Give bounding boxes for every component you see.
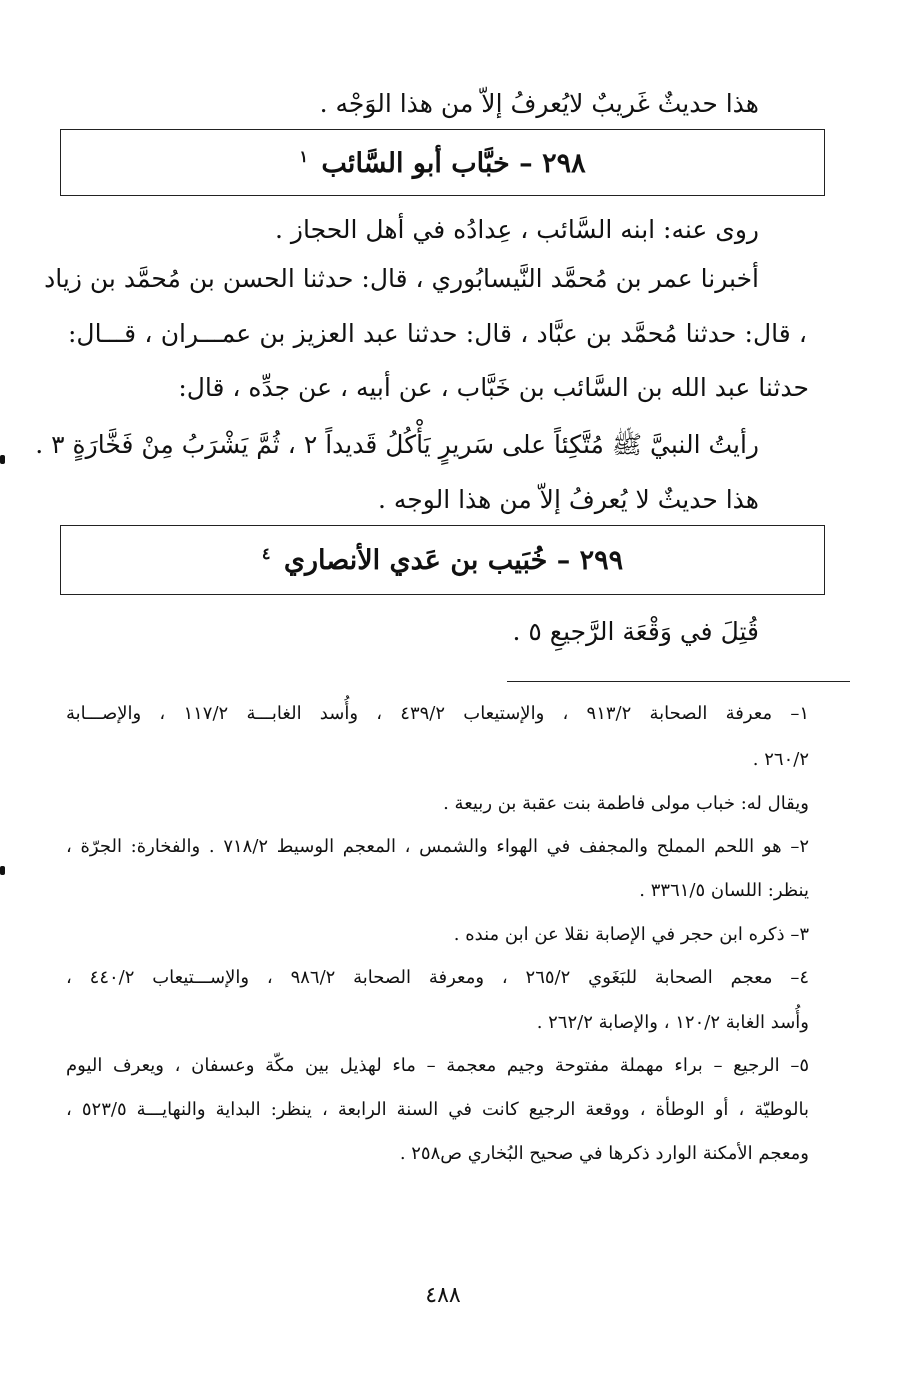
entry-298-line-4: حدثنا عبد الله بن السَّائب بن خَبَّاب ، عن أبيه ، عن جدِّه ، قال:	[178, 373, 809, 402]
scan-edge-mark	[0, 866, 5, 875]
footnote-2-line-1: ٢– هو اللحم المملح والمجفف في الهواء والشمس ، المعجم الوسيط ٧١٨/٢ . والفخارة: الجرّة ،	[66, 836, 809, 857]
entry-298-hadith-line: رأيتُ النبيَّ ﷺ مُتَّكِئاً على سَريرٍ يَأْكُلُ قَديداً ٢ ، ثُمَّ يَشْرَبُ مِنْ فَخَّارَةٍ ٣ .	[35, 430, 759, 459]
footnote-1-line-3: ويقال له: خباب مولى فاطمة بنت عقبة بن ربيعة .	[443, 793, 809, 814]
footnote-5-line-3: ومعجم الأمكنة الوارد ذكرها في صحيح البُخاري ص٢٥٨ .	[399, 1143, 809, 1164]
footnote-5-line-1: ٥– الرجيع – براء مهملة مفتوحة وجيم معجمة – ماء لهذيل بين مكّة وعسفان ، ويعرف اليوم	[66, 1055, 809, 1076]
entry-298-name: خبَّاب أبو السَّائب	[321, 147, 510, 179]
entry-299-number: ٢٩٩	[579, 545, 624, 576]
footnote-3: ٣– ذكره ابن حجر في الإصابة نقلا عن ابن منده .	[453, 924, 809, 945]
entry-299-dash: –	[556, 545, 571, 576]
entry-298-dash: –	[519, 147, 533, 179]
footnote-1-line-2: ٢٦٠/٢ .	[752, 749, 809, 770]
entry-298-line-2: أخبرنا عمر بن مُحمَّد النَّيسابُوري ، قال: حدثنا الحسن بن مُحمَّد بن زياد	[44, 264, 759, 293]
intro-line: هذا حديثٌ غَريبٌ لايُعرفُ إلاّ من هذا الوَجْه .	[319, 89, 759, 118]
footnote-2-line-2: ينظر: اللسان ٣٣٦١/٥ .	[639, 880, 809, 901]
entry-298-heading-box	[60, 129, 825, 196]
entry-299-note-ref: ٤	[261, 544, 271, 563]
entry-298-line-3: ، قال: حدثنا مُحمَّد بن عبَّاد ، قال: حدثنا عبد العزيز بن عمـــران ، قـــال:	[68, 319, 807, 348]
footnote-4-line-2: وأُسد الغابة ١٢٠/٢ ، والإصابة ٢٦٢/٢ .	[536, 1012, 809, 1033]
footnote-separator	[507, 681, 850, 682]
scan-edge-mark	[0, 455, 5, 464]
entry-298-number: ٢٩٨	[542, 147, 586, 179]
page-number: ٤٨٨	[425, 1283, 461, 1308]
footnote-5-line-2: بالوطيّة ، أو الوطأة ، ووقعة الرجيع كانت في السنة الرابعة ، ينظر: البداية والنهايـــة ٥٢٣/٥ ،	[66, 1099, 810, 1120]
entry-299-heading	[262, 544, 623, 576]
entry-299-name: خُبَيب بن عَدي الأنصاري	[283, 545, 548, 576]
entry-298-heading	[299, 147, 585, 179]
entry-298-note-ref: ١	[299, 146, 309, 166]
entry-298-line-1: روى عنه: ابنه السَّائب ، عِدادُه في أهل الحجاز .	[275, 215, 759, 244]
entry-299-heading-box	[60, 525, 825, 595]
entry-298-line-6: هذا حديثٌ لا يُعرفُ إلاّ من هذا الوجه .	[377, 485, 759, 514]
footnote-4-line-1: ٤– معجم الصحابة للبَغَوي ٢٦٥/٢ ، ومعرفة الصحابة ٩٨٦/٢ ، والإســـتيعاب ٤٤٠/٢ ،	[66, 967, 810, 988]
footnote-1-line-1: ١– معرفة الصحابة ٩١٣/٢ ، والإستيعاب ٤٣٩/٢ ، وأُسد الغابـــة ١١٧/٢ ، والإصـــابة	[66, 703, 809, 724]
entry-299-line: قُتِلَ في وَقْعَة الرَّجيعِ ٥ .	[512, 617, 759, 646]
